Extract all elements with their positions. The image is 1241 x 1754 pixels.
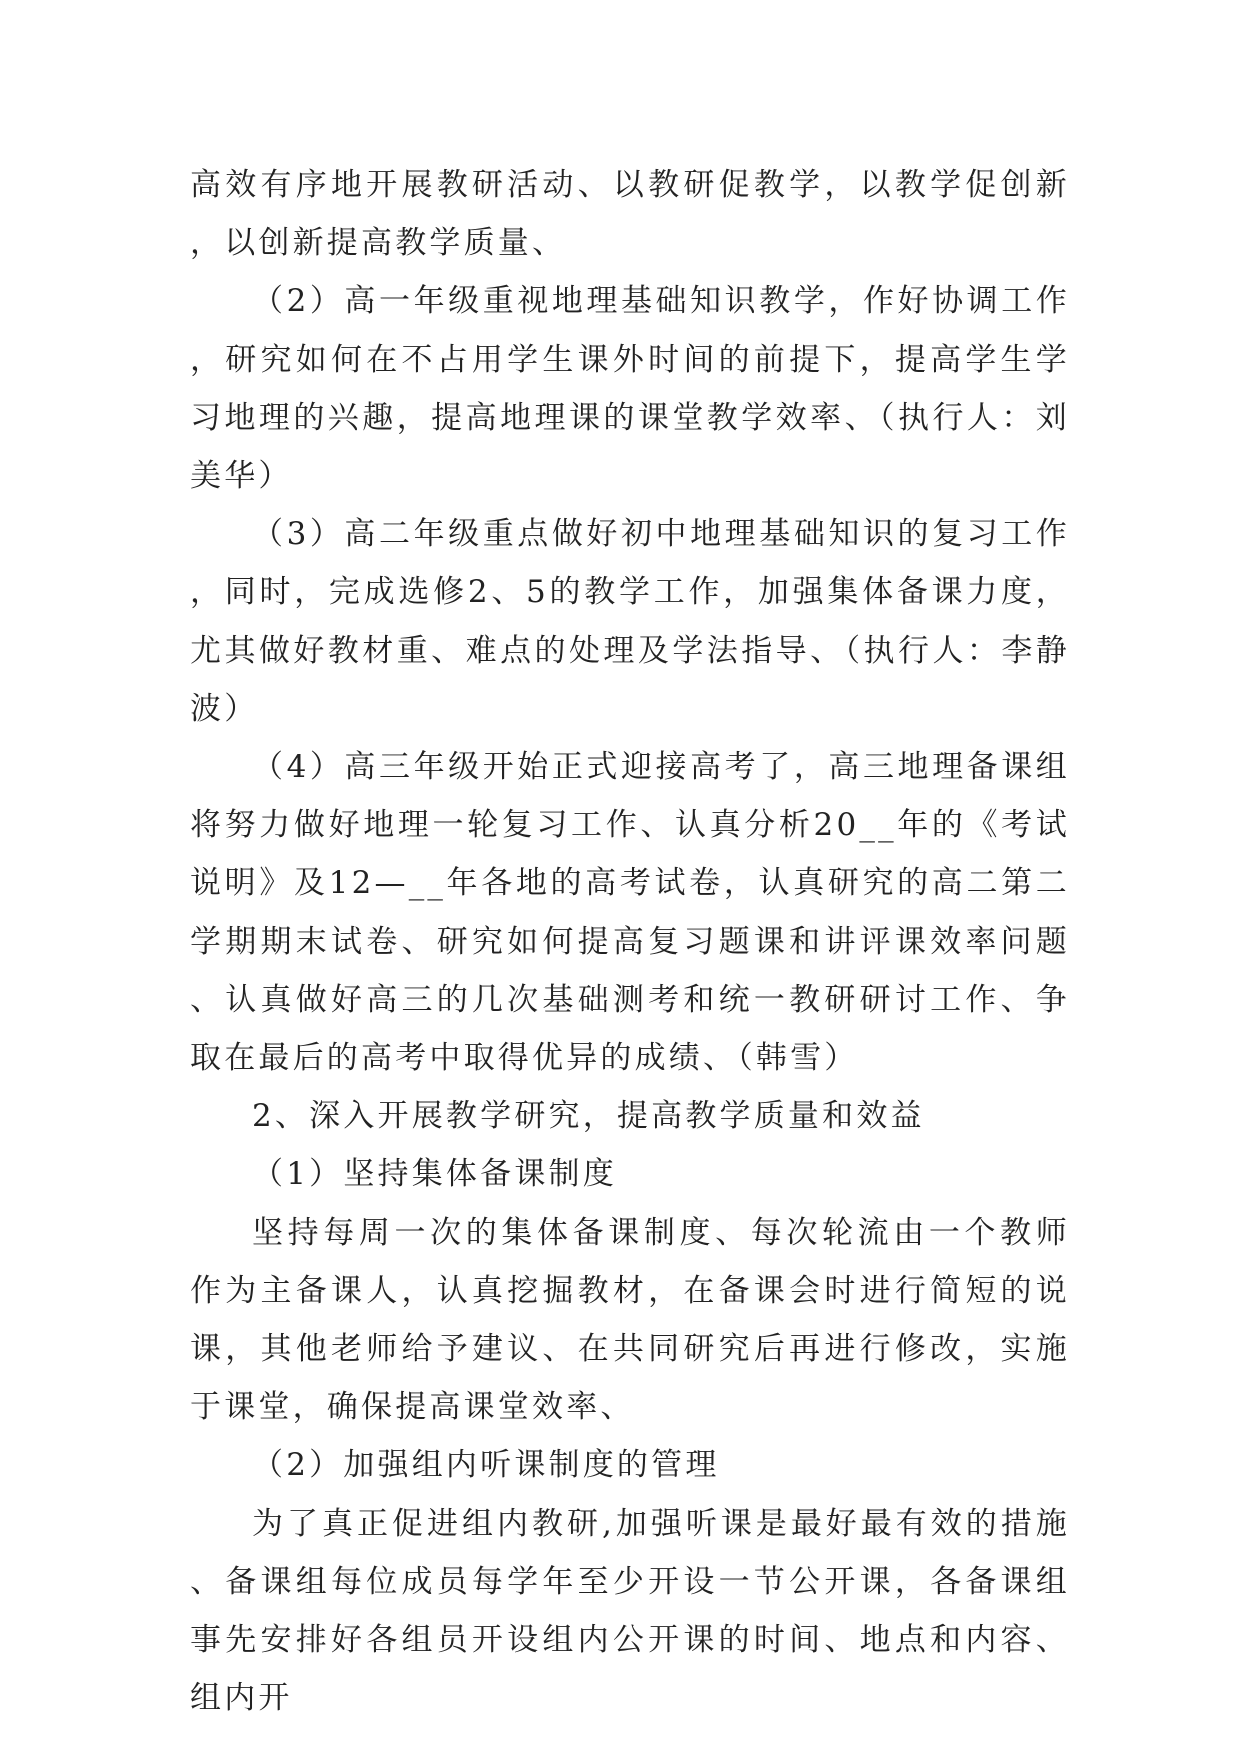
subheading-lesson-observation: （2）加强组内听课制度的管理	[252, 1447, 720, 1484]
document-body	[190, 156, 1070, 1727]
paragraph-continuation: 高效有序地开展教研活动、以教研促教学，以教学促创新，以创新提高教学质量、	[190, 167, 1070, 262]
section-heading-teaching-research: 2、深入开展教学研究，提高教学质量和效益	[252, 1098, 925, 1135]
paragraph-grade-two: （3）高二年级重点做好初中地理基础知识的复习工作，同时，完成选修2、5的教学工作，加强集体备课力度，尤其做好教材重、难点的处理及学法指导、（执行人：李静波）	[190, 516, 1070, 727]
paragraph-collective-lesson-prep: 坚持每周一次的集体备课制度、每次轮流由一个教师作为主备课人，认真挖掘教材，在备课会时进行简短的说课，其他老师给予建议、在共同研究后再进行修改，实施于课堂，确保提高课堂效率、	[190, 1214, 1070, 1426]
paragraph-grade-one: （2）高一年级重视地理基础知识教学，作好协调工作，研究如何在不占用学生课外时间的前提下，提高学生学习地理的兴趣，提高地理课的课堂教学效率、（执行人：刘美华）	[190, 283, 1070, 495]
paragraph-lesson-observation: 为了真正促进组内教研,加强听课是最好最有效的措施、备课组每位成员每学年至少开设一节公开课，各备课组事先安排好各组员开设组内公开课的时间、地点和内容、组内开	[190, 1505, 1070, 1717]
subheading-collective-lesson-prep: （1）坚持集体备课制度	[252, 1156, 617, 1193]
paragraph-grade-three: （4）高三年级开始正式迎接高考了，高三地理备课组将努力做好地理一轮复习工作、认真分析20__年的《考试说明》及12—__年各地的高考试卷，认真研究的高二第二学期期末试卷、研究如何提高复习题课和讲评课效率问题、认真做好高三的几次基础测考和统一教研研讨工作、争取在最后的高考中取得优异的成绩、（韩雪）	[190, 749, 1070, 1077]
